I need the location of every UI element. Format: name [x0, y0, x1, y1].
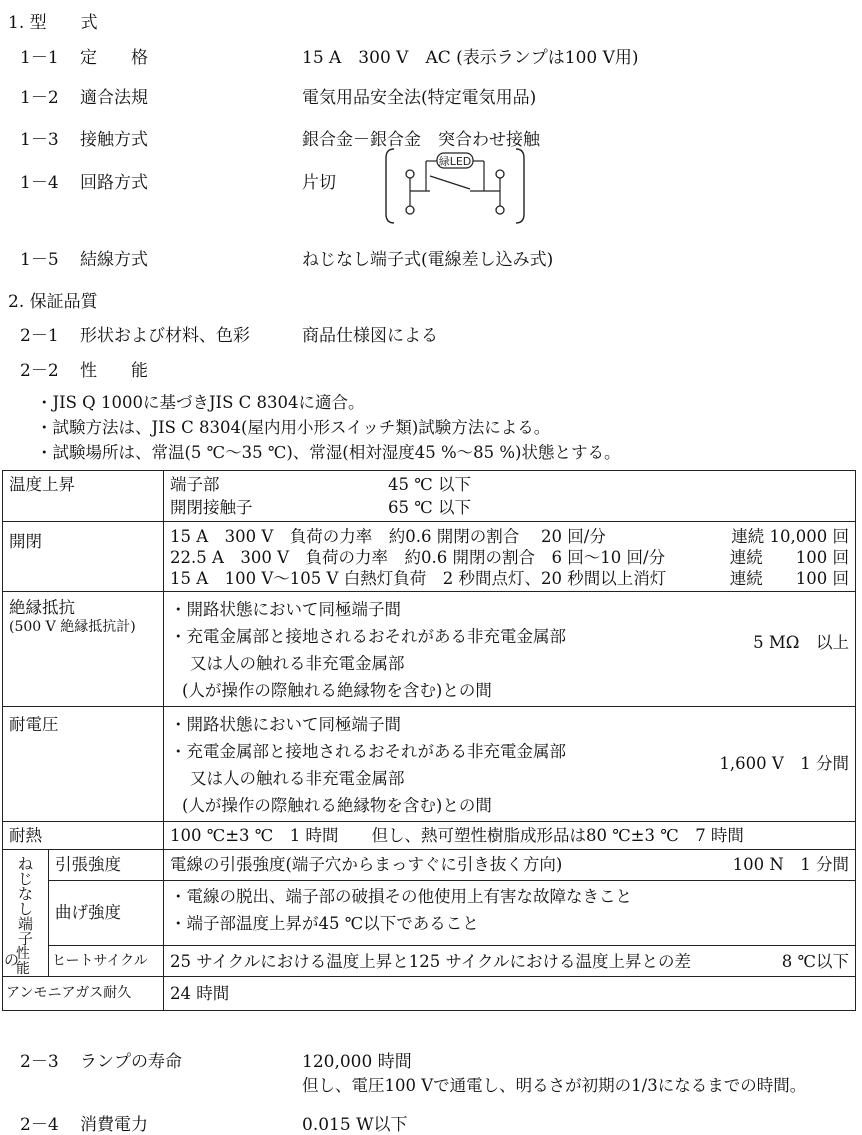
item-2-1-number: 2－1: [20, 326, 59, 346]
ammonia-value: 24 時間: [164, 977, 856, 1011]
switching-values: 15 A 300 V 負荷の力率 約0.6 開閉の割合 20 回/分 連続 10,000 回 22.5 A 300 V 負荷の力率 約0.6 開閉の割合 6 回～10 回/分 連続 100 回 15 A 100 V～105 V 白熱灯負荷 2 秒間点灯、20 秒間以上消灯 連続 100 回: [164, 522, 856, 592]
terminal-icon: [406, 170, 414, 178]
table-row: [3, 880, 856, 945]
performance-note: ・試験方法は、JIS C 8304(屋内用小形スイッチ類)試験方法による。: [36, 418, 551, 437]
item-2-4-label: 消費電力: [80, 1115, 148, 1135]
tensile-title: 引張強度: [49, 850, 164, 881]
right-bracket: [516, 149, 524, 223]
bending-values: ・電線の脱出、端子部の破損その他使用上有害な故障なきこと ・端子部温度上昇が45 ℃以下であること: [164, 880, 856, 945]
circuit-diagram: [384, 146, 526, 226]
item-1-1-value: 15 A 300 V AC (表示ランプは100 V用): [302, 48, 639, 68]
tensile-value: 電線の引張強度(端子穴からまっすぐに引き抜く方向) 100 N 1 分間: [164, 850, 856, 881]
item-1-3-label: 接触方式: [80, 130, 148, 150]
item-2-3-number: 2－3: [20, 1052, 59, 1072]
temp-rise-values: 端子部 45 ℃ 以下 開閉接触子 65 ℃ 以下: [164, 471, 856, 522]
terminal-icon: [496, 170, 504, 178]
item-1-5-value: ねじなし端子式(電線差し込み式): [302, 250, 554, 270]
heat-value: 100 ℃±3 ℃ 1 時間 但し、熱可塑性樹脂成形品は80 ℃±3 ℃ 7 時間: [164, 822, 856, 850]
section-2-title: 2. 保証品質: [8, 292, 98, 312]
insulation-values: ・開路状態において同極端子間 ・充電金属部と接地されるおそれがある非充電金属部 5 MΩ 以上 又は人の触れる非充電金属部 (人が操作の際触れる絶縁物を含む)との間: [164, 592, 856, 707]
item-1-5-number: 1－5: [20, 250, 59, 270]
item-2-3-value: 120,000 時間: [302, 1052, 412, 1072]
withstand-values: ・開路状態において同極端子間 ・充電金属部と接地されるおそれがある非充電金属部 1,600 V 1 分間 又は人の触れる非充電金属部 (人が操作の際触れる絶縁物を含む)との間: [164, 707, 856, 822]
section-1-title: 1. 型 式: [8, 13, 98, 33]
table-row: [3, 946, 856, 977]
item-2-2-number: 2－2: [20, 361, 59, 381]
item-2-1-value: 商品仕様図による: [302, 326, 438, 346]
item-1-5-label: 結線方式: [80, 250, 148, 270]
left-bracket: [386, 149, 394, 223]
item-2-4-value: 0.015 W以下: [302, 1115, 408, 1135]
item-1-4-label: 回路方式: [80, 173, 148, 193]
heat-title: 耐熱: [3, 822, 164, 850]
performance-table: [2, 470, 856, 1011]
item-1-2-value: 電気用品安全法(特定電気用品): [302, 88, 537, 108]
performance-note: ・JIS Q 1000に基づきJIS C 8304に適合。: [36, 393, 365, 412]
ammonia-title: アンモニアガス耐久: [3, 977, 164, 1011]
withstand-title: 耐電圧: [3, 707, 164, 822]
terminal-icon: [496, 206, 504, 214]
item-1-1-number: 1－1: [20, 48, 59, 68]
table-row: [3, 592, 856, 707]
temp-rise-title: 温度上昇: [3, 471, 164, 522]
item-1-3-number: 1－3: [20, 130, 59, 150]
item-1-1-label: 定 格: [80, 48, 148, 68]
table-row: [3, 822, 856, 850]
item-2-3-note: 但し、電圧100 Vで通電し、明るさが初期の1/3になるまでの時間。: [302, 1076, 807, 1095]
item-1-2-number: 1－2: [20, 88, 59, 108]
switch-blade: [430, 176, 470, 189]
switching-title: 開閉: [3, 522, 164, 592]
table-row: [3, 707, 856, 822]
terminal-icon: [406, 206, 414, 214]
insulation-title: 絶縁抵抗 (500 V 絶縁抵抗計): [3, 592, 164, 707]
table-row: [3, 471, 856, 522]
heat-cycle-title: ヒートサイクル: [49, 946, 164, 977]
item-2-1-label: 形状および材料、色彩: [80, 326, 250, 346]
table-row: [3, 522, 856, 592]
led-label: 緑LED: [438, 155, 472, 168]
performance-note: ・試験場所は、常温(5 ℃～35 ℃)、常湿(相対湿度45 %～85 %)状態とする。: [36, 443, 621, 462]
item-1-3-value: 銀合金－銀合金 突合わせ接触: [302, 130, 540, 150]
item-2-4-number: 2－4: [20, 1115, 59, 1135]
item-1-2-label: 適合法規: [80, 88, 148, 108]
item-1-4-value: 片切: [302, 173, 336, 193]
item-2-3-label: ランプの寿命: [80, 1052, 182, 1072]
table-row: [3, 977, 856, 1011]
item-2-2-label: 性 能: [80, 361, 148, 381]
bending-title: 曲げ強度: [49, 880, 164, 945]
item-1-4-number: 1－4: [20, 173, 59, 193]
table-row: [3, 850, 856, 881]
heat-cycle-value: 25 サイクルにおける温度上昇と125 サイクルにおける温度上昇との差 8 ℃以下: [164, 946, 856, 977]
screwless-terminal-group: ね じ な し 端 子 の 性 能: [3, 850, 49, 977]
